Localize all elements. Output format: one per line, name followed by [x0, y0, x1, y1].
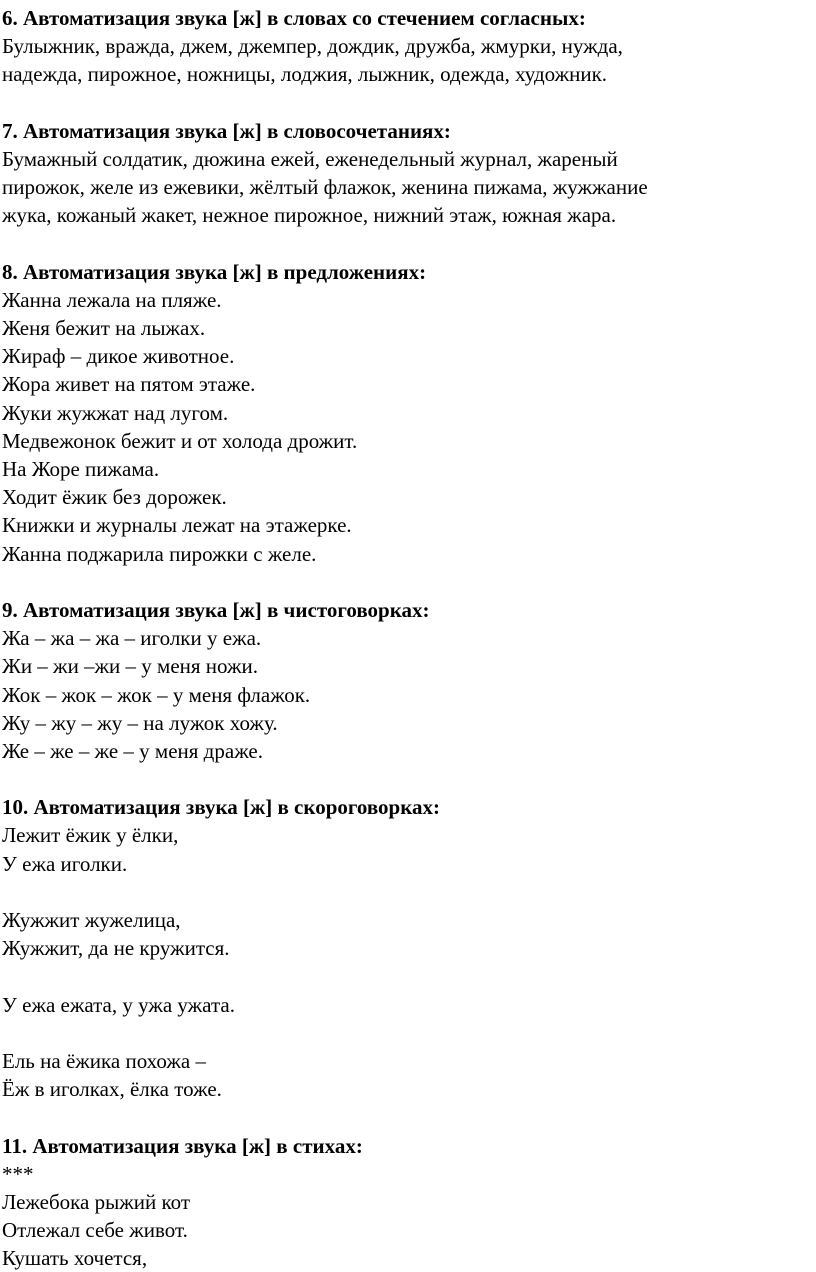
section-7-line: жука, кожаный жакет, нежное пирожное, нижний этаж, южная жара.	[2, 203, 617, 228]
blank-line	[2, 1103, 816, 1131]
sentence-line: Жора живет на пятом этаже.	[2, 372, 256, 397]
section-7-heading: 7. Автоматизация звука [ж] в словосочетаниях:	[2, 118, 451, 143]
section-8-heading: 8. Автоматизация звука [ж] в предложениях:	[2, 259, 427, 284]
sentence-line: Жираф – дикое животное.	[2, 344, 235, 369]
sentence-line: Жанна поджарила пирожки с желе.	[2, 541, 317, 566]
blank-line	[2, 1019, 816, 1047]
sentence-line: Медвежонок бежит и от холода дрожит.	[2, 428, 358, 453]
poem-line: Лежебока рыжий кот	[2, 1189, 190, 1214]
section-10-heading: 10. Автоматизация звука [ж] в скороговорках:	[2, 795, 441, 820]
section-11-heading: 11. Автоматизация звука [ж] в стихах:	[2, 1133, 363, 1158]
sentence-line: На Жоре пижама.	[2, 457, 160, 481]
section-9-heading: 9. Автоматизация звука [ж] в чистоговорках:	[2, 597, 430, 622]
poem-separator: ***	[2, 1161, 34, 1186]
poem-line: Отлежал себе живот.	[2, 1218, 188, 1243]
section-7-line: пирожок, желе из ежевики, жёлтый флажок, женина пижама, жужжание	[2, 175, 648, 200]
stanza-line: Ёж в иголках, ёлка тоже.	[2, 1077, 222, 1102]
blank-line	[2, 878, 816, 906]
blank-line	[2, 568, 816, 596]
tongue-twister-line: Жи – жи –жи – у меня ножи.	[2, 654, 259, 679]
stanza-line: У ежа иголки.	[2, 851, 128, 876]
tongue-twister-line: Жу – жу – жу – на лужок хожу.	[2, 710, 278, 735]
tongue-twister-line: Жа – жа – жа – иголки у ежа.	[2, 626, 262, 651]
stanza-line: Ель на ёжика похожа –	[2, 1048, 206, 1073]
sentence-line: Ходит ёжик без дорожек.	[2, 485, 227, 510]
section-6-line: надежда, пирожное, ножницы, лоджия, лыжник, одежда, художник.	[2, 62, 608, 87]
stanza-line: У ежа ежата, у ужа ужата.	[2, 992, 235, 1017]
stanza-line: Лежит ёжик у ёлки,	[2, 823, 179, 848]
sentence-line: Жанна лежала на пляже.	[2, 287, 222, 312]
blank-line	[2, 962, 816, 990]
tongue-twister-line: Жок – жок – жок – у меня флажок.	[2, 682, 311, 707]
sentence-line: Книжки и журналы лежат на этажерке.	[2, 513, 352, 538]
sentence-line: Женя бежит на лыжах.	[2, 316, 206, 341]
tongue-twister-line: Же – же – же – у меня драже.	[2, 738, 263, 763]
blank-line	[2, 230, 816, 258]
section-6-heading: 6. Автоматизация звука [ж] в словах со стечением согласных:	[2, 6, 586, 30]
stanza-line: Жужжит, да не кружится.	[2, 936, 230, 961]
section-7-line: Бумажный солдатик, дюжина ежей, еженедельный журнал, жареный	[2, 146, 618, 171]
section-6-line: Булыжник, вражда, джем, джемпер, дождик, дружба, жмурки, нужда,	[2, 34, 623, 59]
poem-line: Кушать хочется,	[2, 1246, 148, 1271]
blank-line	[2, 89, 816, 117]
stanza-line: Жужжит жужелица,	[2, 908, 181, 932]
sentence-line: Жуки жужжат над лугом.	[2, 400, 229, 425]
blank-line	[2, 765, 816, 793]
